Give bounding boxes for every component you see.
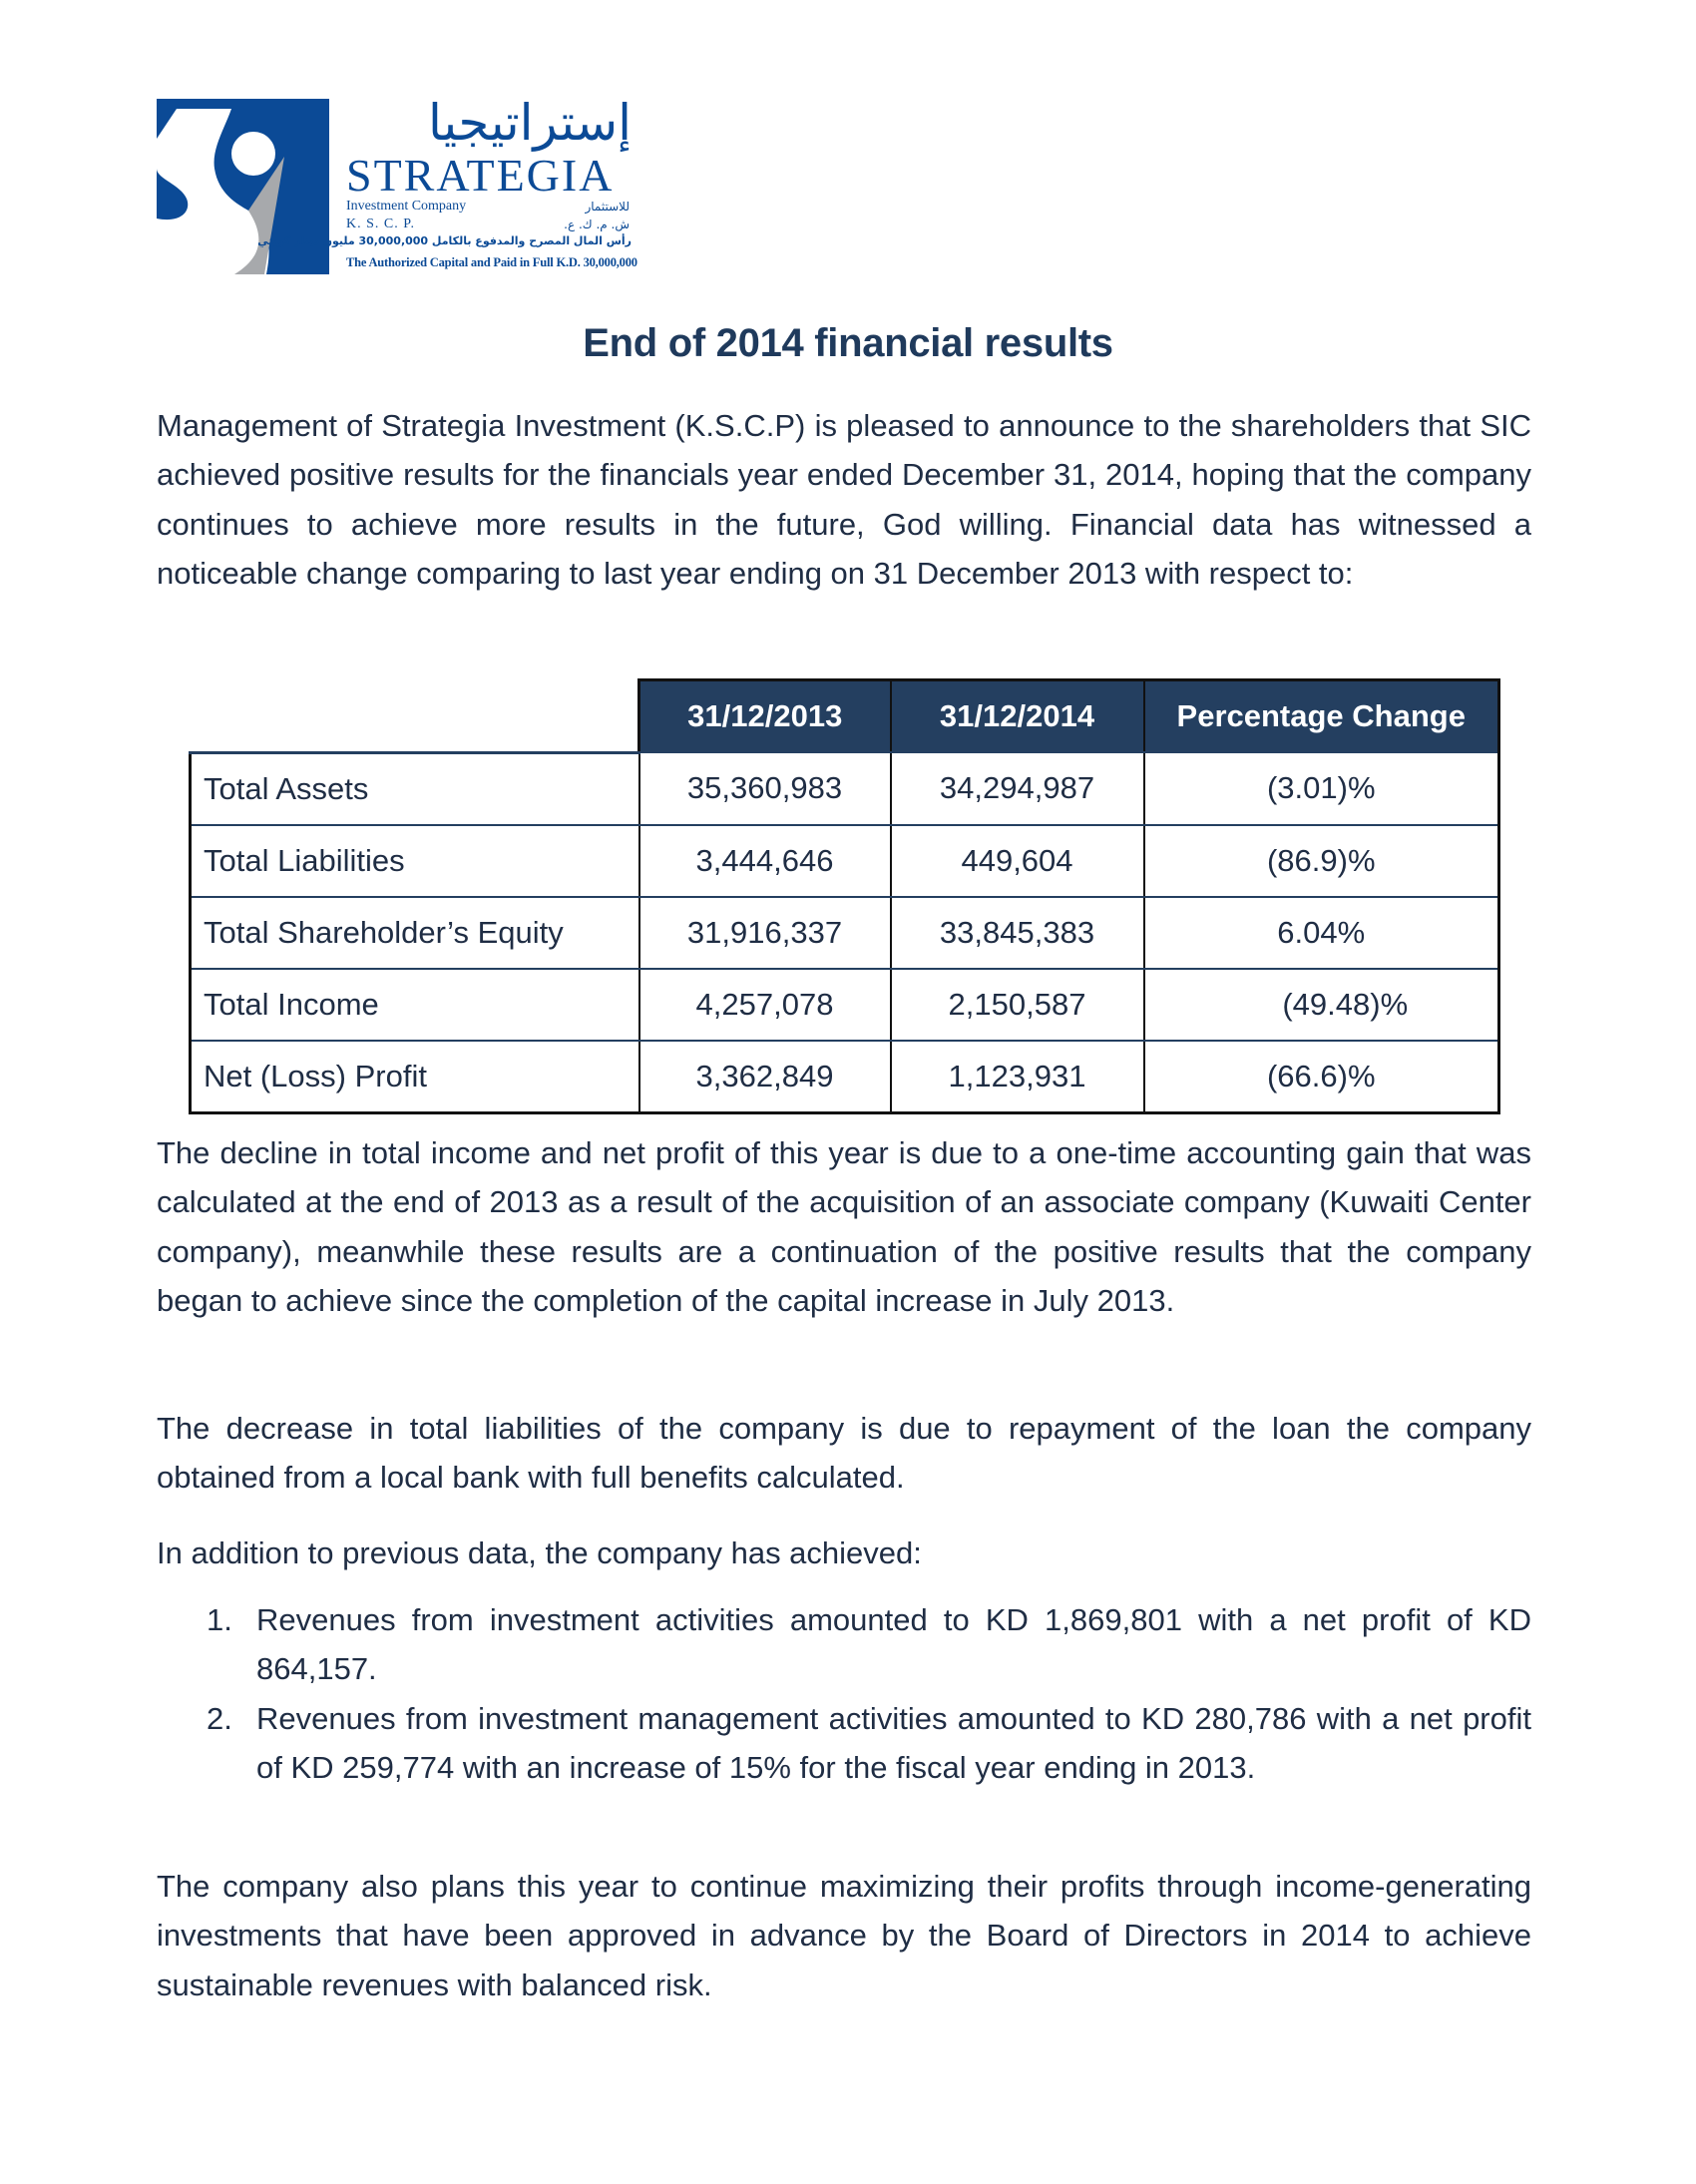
percentage-change-value: (3.01)% — [1266, 770, 1376, 806]
logo-company-name: STRATEGIA — [346, 150, 615, 201]
row-label: Total Liabilities — [191, 825, 639, 897]
table-header-2014: 31/12/2014 — [891, 680, 1144, 753]
logo-legal-ar: ش. م. ك. ع. — [564, 218, 630, 231]
value-2013: 4,257,078 — [639, 969, 891, 1041]
list-item — [157, 1595, 1531, 1694]
table-row — [191, 969, 1499, 1041]
achievements-list — [157, 1595, 1531, 1792]
percentage-change — [1144, 752, 1499, 825]
list-item-number: 1. — [207, 1602, 232, 1637]
percentage-change — [1144, 825, 1499, 897]
value-2014: 33,845,383 — [891, 897, 1144, 969]
strategia-logo-mark-icon — [157, 99, 329, 274]
liabilities-explanation-paragraph: The decrease in total liabilities of the company is due to repayment of the loan the company obtained from a local bank with full benefits calculated. — [157, 1411, 1531, 1496]
percentage-change — [1144, 1041, 1499, 1113]
decline-explanation-paragraph: The decline in total income and net profit of this year is due to a one-time accounting gain that was calculated at the end of 2013 as a result of the acquisition of an associate company (Kuwaiti Center company), meanwhile these results are a continuation of the positive results that the company began to achieve since the completion of the capital increase in July 2013. — [157, 1135, 1531, 1318]
list-item-text: Revenues from investment management activities amounted to KD 280,786 with a net profit of KD 259,774 with an increase of 15% for the fiscal year ending in 2013. — [256, 1700, 1531, 1785]
financial-results-table — [189, 678, 1500, 1114]
value-2014: 1,123,931 — [891, 1041, 1144, 1113]
intro-paragraph: Management of Strategia Investment (K.S.C.P) is pleased to announce to the shareholders that SIC achieved positive results for the financials year ended December 31, 2014, hoping that the company continues to achieve more results in the future, God willing. Financial data has witnessed a noticeable change comparing to last year ending on 31 December 2013 with respect to: — [157, 408, 1531, 591]
table-row — [191, 897, 1499, 969]
percentage-change — [1144, 969, 1499, 1041]
percentage-change-value: 6.04% — [1277, 914, 1366, 950]
table-header-2013: 31/12/2013 — [639, 680, 891, 753]
value-2013: 3,362,849 — [639, 1041, 891, 1113]
table-header-row — [191, 680, 1499, 753]
logo-arabic-name: إستراتيجيا — [428, 94, 632, 152]
value-2013: 3,444,646 — [639, 825, 891, 897]
row-label: Total Assets — [191, 752, 639, 825]
percentage-change-value: (66.6)% — [1266, 1058, 1376, 1093]
logo-subtitle-en: Investment Company — [346, 199, 467, 214]
page-title: End of 2014 financial results — [583, 321, 1113, 365]
future-plans-paragraph: The company also plans this year to continue maximizing their profits through income-generating investments that have been approved in advance by the Board of Directors in 2014 to achieve sustainable revenues with balanced risk. — [157, 1869, 1531, 2002]
additional-achievements-intro: In addition to previous data, the company has achieved: — [157, 1535, 922, 1570]
value-2014: 2,150,587 — [891, 969, 1144, 1041]
table-row — [191, 752, 1499, 825]
row-label: Total Shareholder’s Equity — [191, 897, 639, 969]
list-item-text: Revenues from investment activities amounted to KD 1,869,801 with a net profit of KD 864,157. — [256, 1602, 1531, 1687]
table-header-blank — [191, 680, 639, 753]
table-row — [191, 825, 1499, 897]
company-logo — [157, 94, 637, 276]
value-2013: 35,360,983 — [639, 752, 891, 825]
table-row — [191, 1041, 1499, 1113]
value-2014: 449,604 — [891, 825, 1144, 897]
logo-legal-en: K. S. C. P. — [346, 217, 415, 231]
logo-subtitle-ar: للاستثمار — [585, 200, 630, 214]
logo-capital-en: The Authorized Capital and Paid in Full K.D. 30,000,000 — [346, 255, 637, 269]
list-item-number: 2. — [207, 1700, 232, 1736]
percentage-change-value: (49.48)% — [1282, 986, 1409, 1022]
percentage-change — [1144, 897, 1499, 969]
logo-wordmark — [257, 94, 637, 276]
row-label: Net (Loss) Profit — [191, 1041, 639, 1113]
value-2013: 31,916,337 — [639, 897, 891, 969]
logo-subtitle — [346, 199, 630, 215]
list-item — [157, 1694, 1531, 1793]
logo-legal-form — [346, 217, 630, 232]
value-2014: 34,294,987 — [891, 752, 1144, 825]
logo-capital-ar: رأس المال المصرح والمدفوع بالكامل 30,000,000 مليون دينار كويتي — [257, 234, 632, 247]
row-label: Total Income — [191, 969, 639, 1041]
table-header-percentage-change: Percentage Change — [1144, 680, 1499, 753]
percentage-change-value: (86.9)% — [1266, 842, 1376, 878]
